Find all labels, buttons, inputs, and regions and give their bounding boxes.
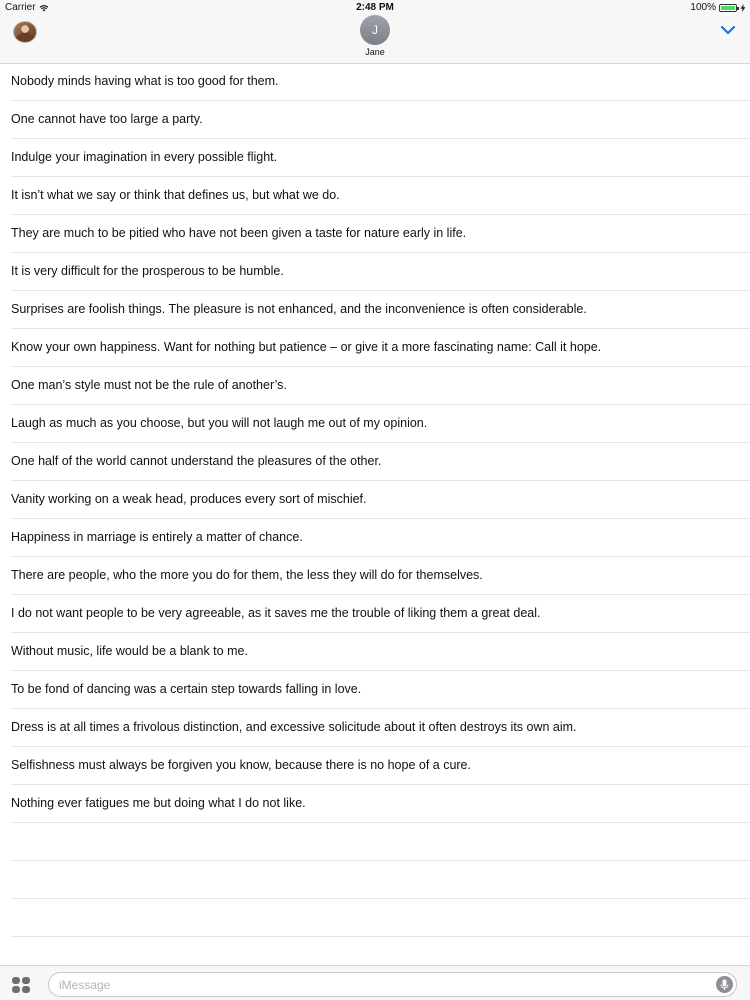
message-row[interactable] bbox=[11, 481, 750, 519]
battery-percent: 100% bbox=[690, 2, 716, 13]
message-text: One half of the world cannot understand the pleasures of the other. bbox=[11, 454, 382, 468]
message-row[interactable] bbox=[11, 405, 750, 443]
message-row[interactable] bbox=[11, 785, 750, 823]
message-text: They are much to be pitied who have not been given a taste for nature early in life. bbox=[11, 226, 467, 240]
message-row[interactable] bbox=[11, 747, 750, 785]
carrier-label: Carrier bbox=[5, 2, 36, 13]
app-drawer-icon[interactable] bbox=[12, 977, 30, 993]
status-right bbox=[690, 2, 746, 13]
message-row[interactable] bbox=[11, 557, 750, 595]
message-text: It is very difficult for the prosperous to be humble. bbox=[11, 264, 284, 278]
message-text: There are people, who the more you do for them, the less they will do for themselves. bbox=[11, 568, 483, 582]
message-text: Without music, life would be a blank to me. bbox=[11, 644, 248, 658]
message-row[interactable] bbox=[11, 329, 750, 367]
message-row[interactable] bbox=[11, 443, 750, 481]
message-row[interactable] bbox=[11, 215, 750, 253]
message-text: Nobody minds having what is too good for them. bbox=[11, 74, 279, 88]
message-text: Nothing ever fatigues me but doing what I do not like. bbox=[11, 796, 306, 810]
message-row[interactable] bbox=[11, 139, 750, 177]
message-row[interactable] bbox=[11, 709, 750, 747]
message-row[interactable] bbox=[11, 63, 750, 101]
battery-fill bbox=[721, 6, 735, 10]
message-row[interactable] bbox=[11, 595, 750, 633]
empty-row bbox=[11, 861, 750, 899]
message-text: Selfishness must always be forgiven you know, because there is no hope of a cure. bbox=[11, 758, 471, 772]
contact-avatar[interactable]: J bbox=[360, 15, 390, 45]
charging-bolt-icon bbox=[740, 4, 746, 12]
message-text: It isn’t what we say or think that defines us, but what we do. bbox=[11, 188, 340, 202]
message-text: Happiness in marriage is entirely a matter of chance. bbox=[11, 530, 303, 544]
message-row[interactable] bbox=[11, 101, 750, 139]
message-row[interactable] bbox=[11, 291, 750, 329]
message-list bbox=[0, 63, 750, 937]
battery-icon bbox=[719, 4, 737, 12]
message-text: Dress is at all times a frivolous distinction, and excessive solicitude about it often destroys its own aim. bbox=[11, 720, 577, 734]
message-row[interactable] bbox=[11, 367, 750, 405]
message-input[interactable] bbox=[48, 972, 737, 997]
empty-row bbox=[11, 899, 750, 937]
message-row[interactable] bbox=[11, 177, 750, 215]
message-text: Surprises are foolish things. The pleasure is not enhanced, and the inconvenience is often considerable. bbox=[11, 302, 587, 316]
message-text: One cannot have too large a party. bbox=[11, 112, 203, 126]
message-text: One man’s style must not be the rule of another’s. bbox=[11, 378, 287, 392]
microphone-icon[interactable] bbox=[716, 976, 733, 993]
message-text: I do not want people to be very agreeable, as it saves me the trouble of liking them a great deal. bbox=[11, 606, 541, 620]
empty-row bbox=[11, 823, 750, 861]
message-text: To be fond of dancing was a certain step towards falling in love. bbox=[11, 682, 362, 696]
top-bar bbox=[0, 0, 750, 64]
message-text: Laugh as much as you choose, but you will not laugh me out of my opinion. bbox=[11, 416, 428, 430]
message-row[interactable] bbox=[11, 633, 750, 671]
chevron-down-icon[interactable] bbox=[720, 24, 736, 36]
contact-name: Jane bbox=[365, 47, 385, 57]
contact-header[interactable] bbox=[0, 15, 750, 57]
message-text: Vanity working on a weak head, produces every sort of mischief. bbox=[11, 492, 367, 506]
message-row[interactable] bbox=[11, 253, 750, 291]
message-text: Know your own happiness. Want for nothing but patience – or give it a more fascinating name: Call it hope. bbox=[11, 340, 602, 354]
message-row[interactable] bbox=[11, 671, 750, 709]
compose-bar bbox=[0, 965, 750, 1000]
message-row[interactable] bbox=[11, 519, 750, 557]
message-text: Indulge your imagination in every possible flight. bbox=[11, 150, 278, 164]
battery-tip bbox=[737, 7, 739, 10]
status-time: 2:48 PM bbox=[356, 2, 394, 13]
